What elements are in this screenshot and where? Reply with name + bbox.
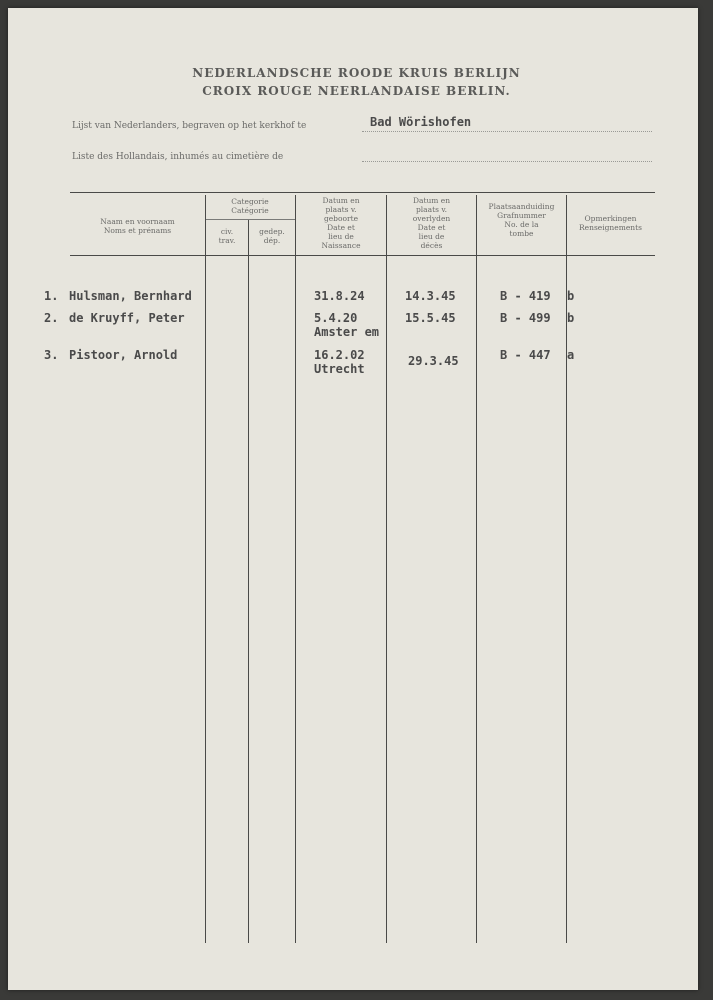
col-header-birth: Datum en plaats v. geboorte Date et lieu de Naissance [321,196,361,250]
person-name: Pistoor, Arnold [69,348,178,362]
death-date: 14.3.45 [405,289,456,303]
col-header-remarks: Opmerkingen Renseignements [579,214,642,232]
list-dutch-label: Lijst van Nederlanders, begraven op het kerkhof te [72,121,307,131]
col-header-grave: Plaatsaanduiding Grafnummer No. de la tombe [488,202,555,238]
grave-number: B - 447 [500,348,551,362]
grave-number: B - 499 [500,311,551,325]
birth-place: Utrecht [314,362,365,376]
birth-date: 31.8.24 [314,289,365,303]
row-number: 2. [44,311,59,325]
col-header-gedep: gedep. dép. [259,227,285,245]
person-name: Hulsman, Bernhard [69,289,192,303]
column-divider [566,195,567,943]
column-divider [248,220,249,943]
list-dutch-dotted-line [362,131,652,132]
column-divider [386,195,387,943]
col-header-name: Naam en voornaam Noms et prénams [100,217,175,235]
table-header-rule [70,255,655,256]
col-header-category: Categorie Catégorie [231,197,269,215]
org-title-french: CROIX ROUGE NEERLANDAISE BERLIN. [202,84,511,98]
org-title-dutch: NEDERLANDSCHE ROODE KRUIS BERLIJN [192,66,521,80]
remark-mark: a [567,348,575,362]
table-top-rule [70,192,655,193]
birth-date: 5.4.20 [314,311,358,325]
row-number: 1. [44,289,59,303]
cemetery-location: Bad Wörishofen [370,115,472,129]
col-header-death: Datum en plaats v. overlyden Date et lieu de décès [412,196,451,250]
grave-number: B - 419 [500,289,551,303]
person-name: de Kruyff, Peter [69,311,185,325]
death-date: 29.3.45 [408,354,459,368]
birth-place: Amster em [314,325,380,339]
column-divider [295,195,296,943]
row-number: 3. [44,348,59,362]
remark-mark: b [567,289,575,303]
list-french-dotted-line [362,161,652,162]
column-divider [476,195,477,943]
remark-mark: b [567,311,575,325]
birth-date: 16.2.02 [314,348,365,362]
category-sub-rule [205,219,295,220]
death-date: 15.5.45 [405,311,456,325]
column-divider [205,195,206,943]
col-header-civ: civ. trav. [218,227,236,245]
list-french-label: Liste des Hollandais, inhumés au cimetière de [72,152,284,162]
